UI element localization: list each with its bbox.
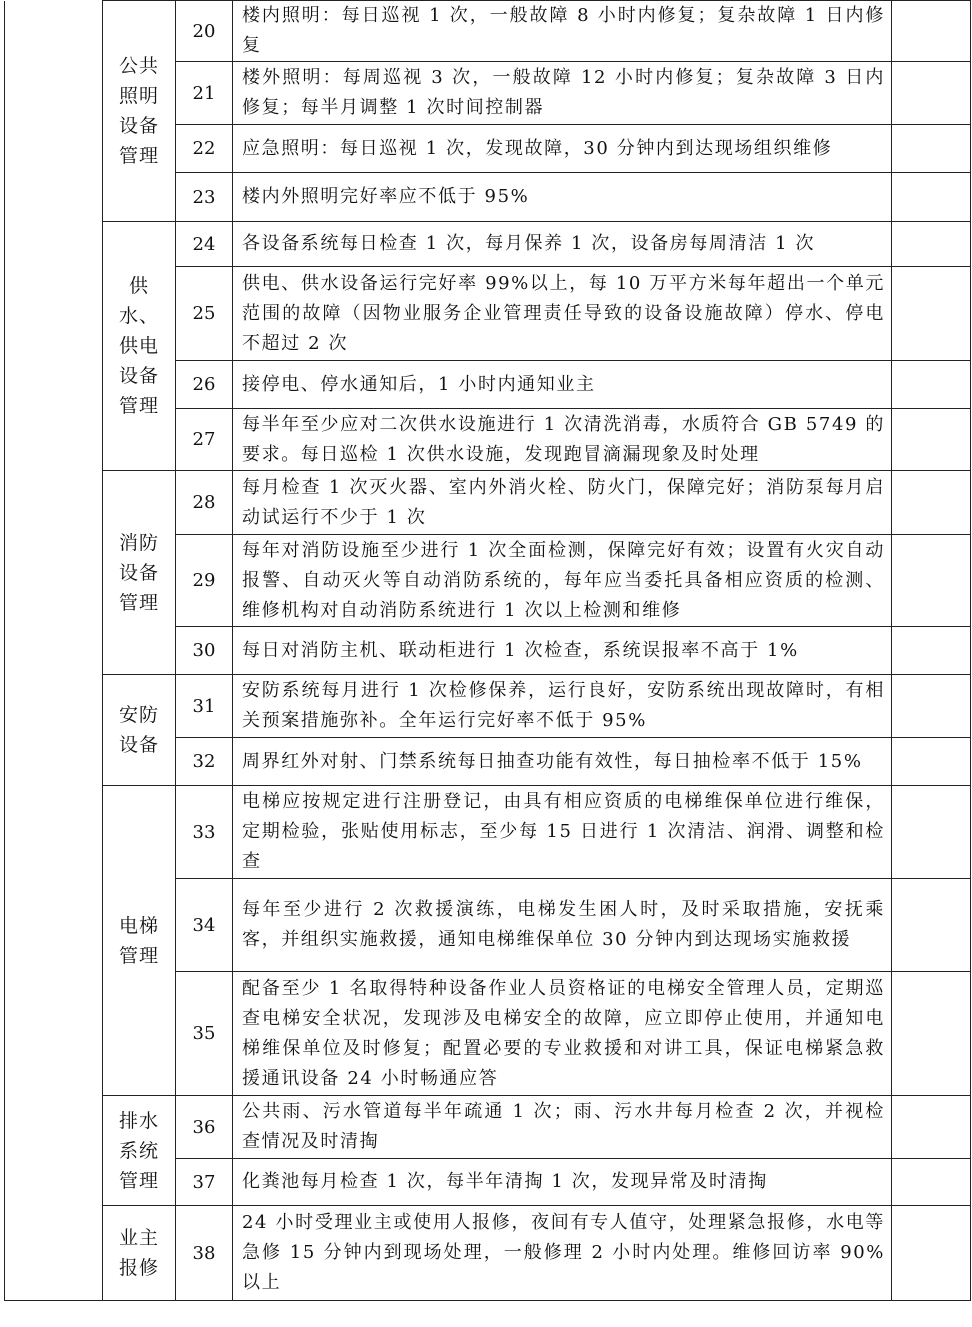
item-number: 20 <box>176 1 233 62</box>
category-cell <box>103 1206 176 1301</box>
item-number: 25 <box>176 267 233 361</box>
remark-cell <box>892 1 971 62</box>
item-number: 29 <box>176 535 233 627</box>
category-label: 排水系统管理 <box>118 1109 159 1192</box>
item-number: 31 <box>176 675 233 738</box>
item-text: 周界红外对射、门禁系统每日抽查功能有效性，每日抽检率不低于 15% <box>233 738 892 786</box>
category-cell <box>103 675 176 786</box>
item-number: 22 <box>176 125 233 173</box>
item-text: 每年至少进行 2 次救援演练，电梯发生困人时，及时采取措施，安抚乘客，并组织实施救援，通知电梯维保单位 30 分钟内到达现场实施救援 <box>233 879 892 972</box>
item-number: 21 <box>176 62 233 125</box>
table-body <box>5 1 971 1301</box>
remark-cell <box>892 361 971 409</box>
remark-cell <box>892 879 971 972</box>
item-number: 36 <box>176 1096 233 1159</box>
item-number: 27 <box>176 409 233 471</box>
item-text: 应急照明：每日巡视 1 次，发现故障，30 分钟内到达现场组织维修 <box>233 125 892 173</box>
table-row <box>5 1 971 62</box>
table-row <box>5 675 971 738</box>
table-row <box>5 222 971 267</box>
item-text: 电梯应按规定进行注册登记，由具有相应资质的电梯维保单位进行维保，定期检验，张贴使用标志，至少每 15 日进行 1 次清洁、润滑、调整和检查 <box>233 786 892 879</box>
item-text: 楼外照明：每周巡视 3 次，一般故障 12 小时内修复；复杂故障 3 日内修复；每半月调整 1 次时间控制器 <box>233 62 892 125</box>
remark-cell <box>892 471 971 535</box>
remark-cell <box>892 222 971 267</box>
table-row <box>5 1096 971 1159</box>
item-text: 24 小时受理业主或使用人报修，夜间有专人值守，处理紧急报修，水电等急修 15 分钟内到现场处理，一般修理 2 小时内处理。维修回访率 90%以上 <box>233 1206 892 1301</box>
item-number: 35 <box>176 972 233 1096</box>
remark-cell <box>892 1206 971 1301</box>
item-text: 各设备系统每日检查 1 次，每月保养 1 次，设备房每周清洁 1 次 <box>233 222 892 267</box>
remark-cell <box>892 627 971 675</box>
remark-cell <box>892 173 971 222</box>
item-text: 每月检查 1 次灭火器、室内外消火栓、防火门，保障完好；消防泵每月启动试运行不少于 1 次 <box>233 471 892 535</box>
item-text: 每日对消防主机、联动柜进行 1 次检查，系统误报率不高于 1% <box>233 627 892 675</box>
item-number: 24 <box>176 222 233 267</box>
item-number: 33 <box>176 786 233 879</box>
remark-cell <box>892 738 971 786</box>
item-text: 公共雨、污水管道每半年疏通 1 次；雨、污水井每月检查 2 次，并视检查情况及时清掏 <box>233 1096 892 1159</box>
category-label: 安防设备 <box>118 704 159 756</box>
remark-cell <box>892 409 971 471</box>
category-label: 电梯管理 <box>118 914 159 967</box>
category-label: 公共照明设备管理 <box>118 55 159 167</box>
item-number: 34 <box>176 879 233 972</box>
category-label: 供水、供电设备管理 <box>118 275 159 417</box>
service-standard-table <box>4 0 971 1301</box>
item-number: 37 <box>176 1159 233 1206</box>
category-cell <box>103 1096 176 1206</box>
item-number: 28 <box>176 471 233 535</box>
remark-cell <box>892 535 971 627</box>
remark-cell <box>892 786 971 879</box>
remark-cell <box>892 125 971 173</box>
remark-cell <box>892 267 971 361</box>
remark-cell <box>892 972 971 1096</box>
item-text: 供电、供水设备运行完好率 99%以上，每 10 万平方米每年超出一个单元范围的故障（因物业服务企业管理责任导致的设备设施故障）停水、停电不超过 2 次 <box>233 267 892 361</box>
category-label: 业主报修 <box>118 1227 159 1279</box>
category-cell <box>103 471 176 675</box>
remark-cell <box>892 1159 971 1206</box>
category-cell <box>103 786 176 1096</box>
item-text: 接停电、停水通知后，1 小时内通知业主 <box>233 361 892 409</box>
item-text: 安防系统每月进行 1 次检修保养，运行良好，安防系统出现故障时，有相关预案措施弥补。全年运行完好率不低于 95% <box>233 675 892 738</box>
category-cell <box>103 222 176 471</box>
table-row <box>5 471 971 535</box>
item-number: 26 <box>176 361 233 409</box>
item-text: 每半年至少应对二次供水设施进行 1 次清洗消毒，水质符合 GB 5749 的要求。每日巡检 1 次供水设施，发现跑冒滴漏现象及时处理 <box>233 409 892 471</box>
item-number: 32 <box>176 738 233 786</box>
remark-cell <box>892 1096 971 1159</box>
item-text: 楼内外照明完好率应不低于 95% <box>233 173 892 222</box>
item-text: 楼内照明：每日巡视 1 次，一般故障 8 小时内修复；复杂故障 1 日内修复 <box>233 1 892 62</box>
item-text: 配备至少 1 名取得特种设备作业人员资格证的电梯安全管理人员，定期巡查电梯安全状况，发现涉及电梯安全的故障，应立即停止使用，并通知电梯维保单位及时修复；配置必要的专业救援和对讲工具，保证电梯紧急救援通讯设备 24 小时畅通应答 <box>233 972 892 1096</box>
item-text: 每年对消防设施至少进行 1 次全面检测，保障完好有效；设置有火灾自动报警、自动灭火等自动消防系统的，每年应当委托具备相应资质的检测、维修机构对自动消防系统进行 1 次以上检测和维修 <box>233 535 892 627</box>
category-label: 消防设备管理 <box>118 531 159 614</box>
item-text: 化粪池每月检查 1 次，每半年清掏 1 次，发现异常及时清掏 <box>233 1159 892 1206</box>
category-cell <box>103 1 176 222</box>
item-number: 23 <box>176 173 233 222</box>
table-row <box>5 786 971 879</box>
remark-cell <box>892 62 971 125</box>
table-row <box>5 1206 971 1301</box>
item-number: 30 <box>176 627 233 675</box>
outer-blank-cell <box>5 1 103 1301</box>
remark-cell <box>892 675 971 738</box>
item-number: 38 <box>176 1206 233 1301</box>
